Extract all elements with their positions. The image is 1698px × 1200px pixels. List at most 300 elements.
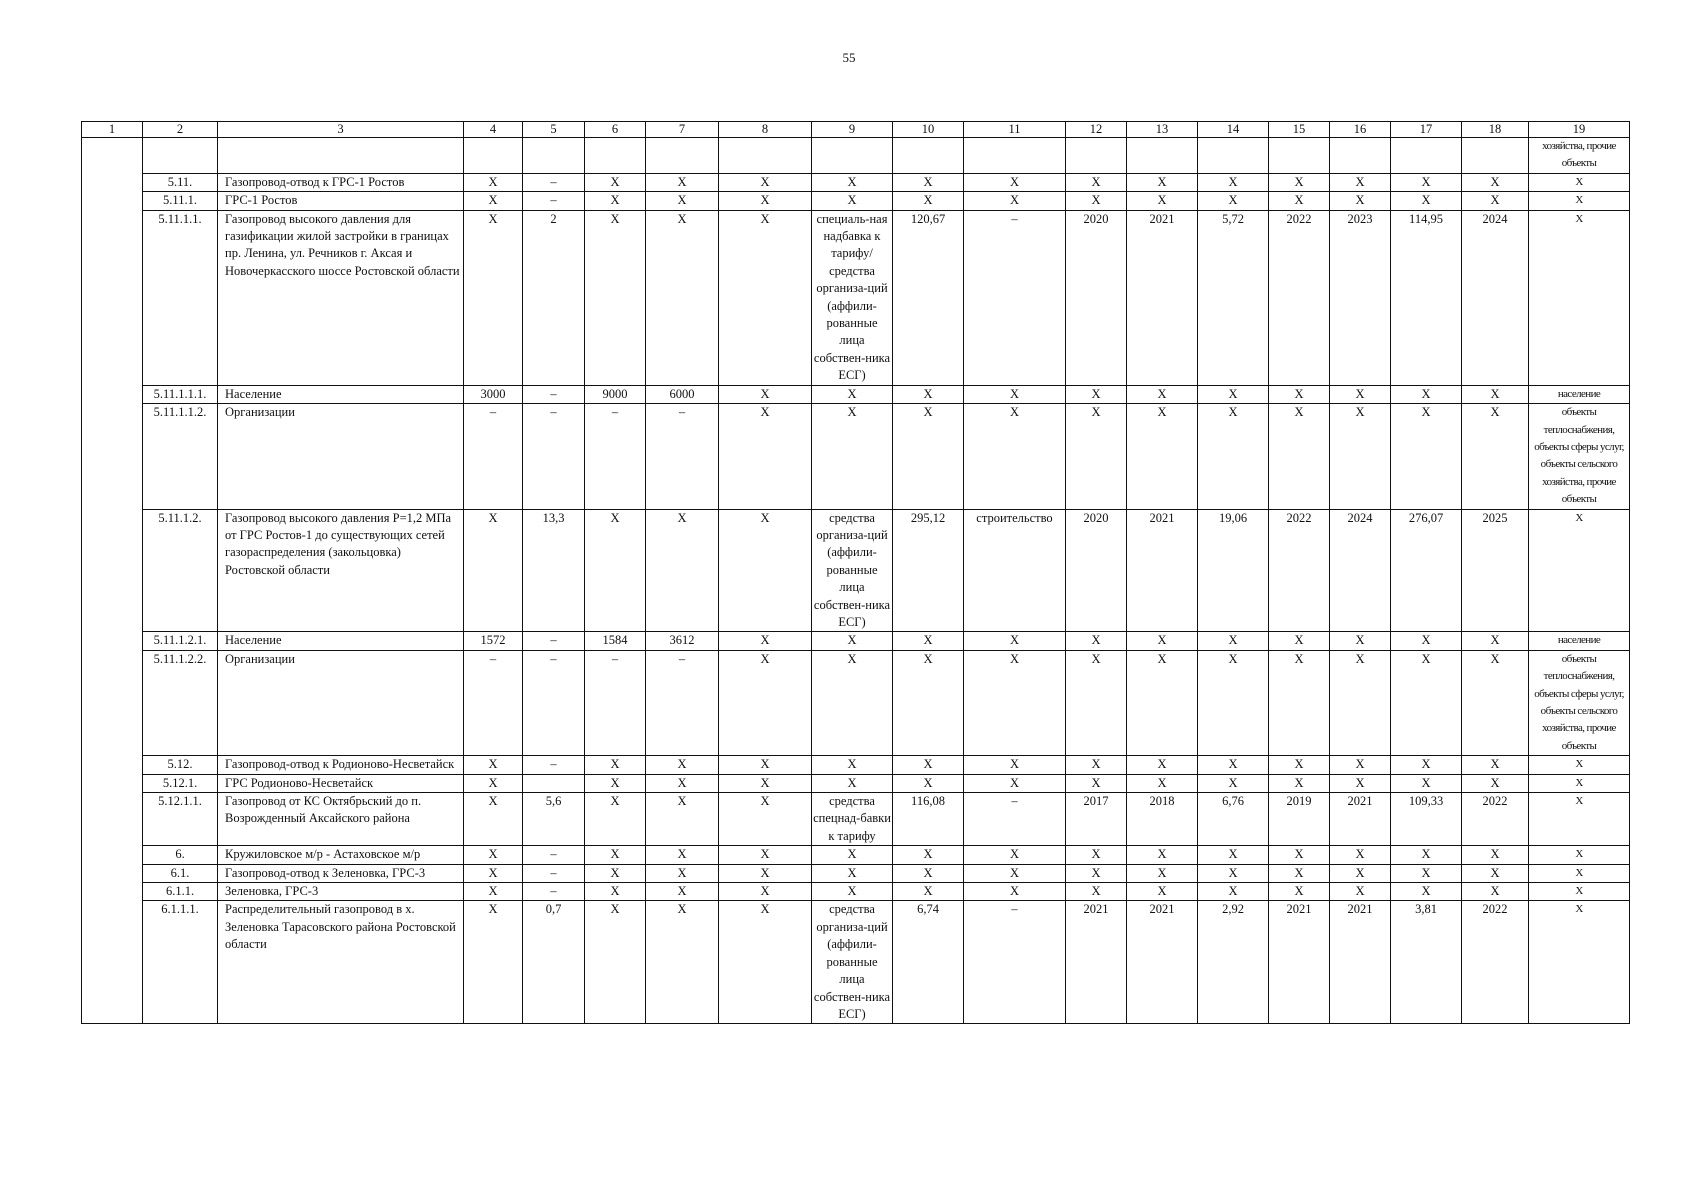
value-cell-c6: – <box>585 650 646 755</box>
value-cell-c8: X <box>719 864 812 882</box>
value-cell-c6: X <box>585 173 646 191</box>
value-cell-c6: X <box>585 774 646 792</box>
value-cell-c12: 2017 <box>1066 793 1127 846</box>
value-cell-c18: X <box>1462 864 1529 882</box>
value-cell-c8: X <box>719 404 812 509</box>
value-cell-c8: X <box>719 509 812 632</box>
table-row <box>82 793 1630 846</box>
column-number-cell: 14 <box>1198 122 1269 138</box>
value-cell-c17: X <box>1391 774 1462 792</box>
value-cell-c17: X <box>1391 404 1462 509</box>
page-number: 55 <box>842 50 856 65</box>
value-cell-c4: X <box>464 883 523 901</box>
value-cell-c10: X <box>893 774 964 792</box>
value-cell-c19: X <box>1529 192 1630 210</box>
column-number-cell: 15 <box>1269 122 1330 138</box>
value-cell-c13: X <box>1127 192 1198 210</box>
value-cell-c8: X <box>719 210 812 385</box>
table-body <box>82 122 1630 1024</box>
value-cell-c14: 5,72 <box>1198 210 1269 385</box>
value-cell-c5: – <box>523 192 585 210</box>
value-cell-c17 <box>1391 138 1462 174</box>
value-cell-c9: X <box>812 846 893 864</box>
value-cell-c15: X <box>1269 846 1330 864</box>
value-cell-c10: X <box>893 650 964 755</box>
value-cell-c4: X <box>464 756 523 774</box>
value-cell-c11: X <box>964 385 1066 403</box>
value-cell-c15: X <box>1269 864 1330 882</box>
value-cell-c14: 2,92 <box>1198 901 1269 1024</box>
value-cell-c16 <box>1330 138 1391 174</box>
object-name-cell: Газопровод-отвод к Родионово-Несветайск <box>218 756 464 774</box>
value-cell-c8: X <box>719 650 812 755</box>
object-name-cell: Население <box>218 632 464 650</box>
value-cell-c12: X <box>1066 650 1127 755</box>
value-cell-c4: X <box>464 509 523 632</box>
item-number-cell: 5.11.1.1.1. <box>143 385 218 403</box>
value-cell-c6: X <box>585 192 646 210</box>
value-cell-c17: 3,81 <box>1391 901 1462 1024</box>
value-cell-c4: X <box>464 210 523 385</box>
value-cell-c6: X <box>585 793 646 846</box>
value-cell-c15: X <box>1269 385 1330 403</box>
value-cell-c8: X <box>719 192 812 210</box>
value-cell-c18: X <box>1462 385 1529 403</box>
value-cell-c4: X <box>464 192 523 210</box>
value-cell-c5: 0,7 <box>523 901 585 1024</box>
value-cell-c12: X <box>1066 192 1127 210</box>
value-cell-c14: X <box>1198 404 1269 509</box>
value-cell-c5: – <box>523 756 585 774</box>
value-cell-c8 <box>719 138 812 174</box>
value-cell-c5: – <box>523 883 585 901</box>
value-cell-c15 <box>1269 138 1330 174</box>
value-cell-c16: X <box>1330 650 1391 755</box>
value-cell-c18: X <box>1462 192 1529 210</box>
value-cell-c11: X <box>964 192 1066 210</box>
value-cell-c7: X <box>646 864 719 882</box>
value-cell-c14: X <box>1198 883 1269 901</box>
value-cell-c7: X <box>646 509 719 632</box>
value-cell-c7: X <box>646 774 719 792</box>
column-number-cell: 11 <box>964 122 1066 138</box>
object-name-cell <box>218 138 464 174</box>
value-cell-c15: X <box>1269 883 1330 901</box>
value-cell-c11: X <box>964 756 1066 774</box>
table-row <box>82 210 1630 385</box>
value-cell-c14: X <box>1198 632 1269 650</box>
value-cell-c7: – <box>646 404 719 509</box>
value-cell-c8: X <box>719 774 812 792</box>
value-cell-c11: X <box>964 650 1066 755</box>
value-cell-c6: X <box>585 210 646 385</box>
value-cell-c9: X <box>812 192 893 210</box>
value-cell-c13: X <box>1127 883 1198 901</box>
object-name-cell: Газопровод от КС Октябрьский до п. Возрожденный Аксайского района <box>218 793 464 846</box>
value-cell-c11: X <box>964 404 1066 509</box>
value-cell-c13 <box>1127 138 1198 174</box>
value-cell-c8: X <box>719 385 812 403</box>
value-cell-c12: X <box>1066 173 1127 191</box>
value-cell-c5: – <box>523 650 585 755</box>
value-cell-c5: 2 <box>523 210 585 385</box>
column-number-cell: 8 <box>719 122 812 138</box>
value-cell-c14: X <box>1198 756 1269 774</box>
value-cell-c15: 2022 <box>1269 210 1330 385</box>
value-cell-c4: X <box>464 864 523 882</box>
value-cell-c6: 9000 <box>585 385 646 403</box>
value-cell-c15: 2019 <box>1269 793 1330 846</box>
table-row <box>82 901 1630 1024</box>
value-cell-c9: X <box>812 632 893 650</box>
value-cell-c7: X <box>646 210 719 385</box>
value-cell-c11: – <box>964 793 1066 846</box>
column-number-cell: 16 <box>1330 122 1391 138</box>
value-cell-c14: X <box>1198 774 1269 792</box>
value-cell-c11: X <box>964 883 1066 901</box>
value-cell-c5 <box>523 774 585 792</box>
value-cell-c18: 2024 <box>1462 210 1529 385</box>
object-name-cell: Кружиловское м/р - Астаховское м/р <box>218 846 464 864</box>
value-cell-c10: X <box>893 632 964 650</box>
value-cell-c12: X <box>1066 385 1127 403</box>
table-row <box>82 756 1630 774</box>
item-number-cell <box>143 138 218 174</box>
value-cell-c7: X <box>646 901 719 1024</box>
value-cell-c8: X <box>719 632 812 650</box>
value-cell-c6: X <box>585 883 646 901</box>
object-name-cell: Газопровод высокого давления для газификации жилой застройки в границах пр. Ленина, ул. Речников г. Аксая и Новочеркасского шоссе Ростовской области <box>218 210 464 385</box>
column-number-row <box>82 122 1630 138</box>
value-cell-c13: 2021 <box>1127 509 1198 632</box>
value-cell-c18: X <box>1462 173 1529 191</box>
item-number-cell: 5.11.1.2.1. <box>143 632 218 650</box>
value-cell-c10: X <box>893 883 964 901</box>
column-number-cell: 17 <box>1391 122 1462 138</box>
value-cell-c6: X <box>585 756 646 774</box>
value-cell-c7: X <box>646 793 719 846</box>
value-cell-c14: X <box>1198 173 1269 191</box>
value-cell-c8: X <box>719 173 812 191</box>
value-cell-c7: – <box>646 650 719 755</box>
value-cell-c16: X <box>1330 883 1391 901</box>
column-number-cell: 13 <box>1127 122 1198 138</box>
value-cell-c19: X <box>1529 756 1630 774</box>
value-cell-c18: X <box>1462 846 1529 864</box>
object-name-cell: Газопровод высокого давления Р=1,2 МПа от ГРС Ростов-1 до существующих сетей газораспределения (закольцовка) Ростовской области <box>218 509 464 632</box>
value-cell-c13: X <box>1127 650 1198 755</box>
column-number-cell: 9 <box>812 122 893 138</box>
table-row <box>82 385 1630 403</box>
value-cell-c16: 2021 <box>1330 793 1391 846</box>
value-cell-c11: – <box>964 210 1066 385</box>
table-row <box>82 883 1630 901</box>
item-number-cell: 5.12. <box>143 756 218 774</box>
value-cell-c10: 120,67 <box>893 210 964 385</box>
value-cell-c4: X <box>464 793 523 846</box>
table-row <box>82 632 1630 650</box>
object-name-cell: Газопровод-отвод к ГРС-1 Ростов <box>218 173 464 191</box>
value-cell-c9 <box>812 138 893 174</box>
value-cell-c6: X <box>585 901 646 1024</box>
value-cell-c16: X <box>1330 756 1391 774</box>
value-cell-c9: средства организа-ций (аффили-рованные лица собствен-ника ЕСГ) <box>812 509 893 632</box>
value-cell-c7: X <box>646 173 719 191</box>
item-number-cell: 6.1.1. <box>143 883 218 901</box>
value-cell-c9: X <box>812 774 893 792</box>
value-cell-c6 <box>585 138 646 174</box>
value-cell-c9: специаль-ная надбавка к тарифу/ средства организа-ций (аффили-рованные лица собствен-ника ЕСГ) <box>812 210 893 385</box>
value-cell-c17: X <box>1391 883 1462 901</box>
column-number-cell: 19 <box>1529 122 1630 138</box>
value-cell-c4: X <box>464 901 523 1024</box>
value-cell-c11: X <box>964 632 1066 650</box>
table-row <box>82 404 1630 509</box>
value-cell-c17: 114,95 <box>1391 210 1462 385</box>
table-row <box>82 138 1630 174</box>
item-number-cell: 5.11.1.1. <box>143 210 218 385</box>
value-cell-c16: X <box>1330 385 1391 403</box>
object-name-cell: Организации <box>218 650 464 755</box>
value-cell-c11: X <box>964 173 1066 191</box>
column-number-cell: 5 <box>523 122 585 138</box>
value-cell-c4: – <box>464 404 523 509</box>
value-cell-c17: X <box>1391 864 1462 882</box>
value-cell-c11: X <box>964 846 1066 864</box>
value-cell-c14: X <box>1198 864 1269 882</box>
value-cell-c13: 2021 <box>1127 901 1198 1024</box>
value-cell-c18: X <box>1462 650 1529 755</box>
value-cell-c6: 1584 <box>585 632 646 650</box>
value-cell-c10: X <box>893 864 964 882</box>
value-cell-c15: 2022 <box>1269 509 1330 632</box>
value-cell-c16: X <box>1330 774 1391 792</box>
value-cell-c11: строительство <box>964 509 1066 632</box>
item-number-cell: 5.11.1.1.2. <box>143 404 218 509</box>
value-cell-c14 <box>1198 138 1269 174</box>
value-cell-c19: X <box>1529 509 1630 632</box>
value-cell-c5: – <box>523 864 585 882</box>
value-cell-c14: X <box>1198 192 1269 210</box>
column-number-cell: 2 <box>143 122 218 138</box>
value-cell-c15: X <box>1269 756 1330 774</box>
value-cell-c16: 2021 <box>1330 901 1391 1024</box>
value-cell-c15: X <box>1269 650 1330 755</box>
value-cell-c10: X <box>893 385 964 403</box>
value-cell-c10: 6,74 <box>893 901 964 1024</box>
value-cell-c10: X <box>893 846 964 864</box>
value-cell-c7: 3612 <box>646 632 719 650</box>
item-number-cell: 5.12.1.1. <box>143 793 218 846</box>
value-cell-c18: 2025 <box>1462 509 1529 632</box>
value-cell-c12: X <box>1066 404 1127 509</box>
item-number-cell: 5.12.1. <box>143 774 218 792</box>
value-cell-c17: X <box>1391 650 1462 755</box>
value-cell-c11: X <box>964 774 1066 792</box>
object-name-cell: ГРС Родионово-Несветайск <box>218 774 464 792</box>
value-cell-c12: 2020 <box>1066 210 1127 385</box>
value-cell-c13: 2021 <box>1127 210 1198 385</box>
value-cell-c11: – <box>964 901 1066 1024</box>
value-cell-c18 <box>1462 138 1529 174</box>
value-cell-c4 <box>464 138 523 174</box>
value-cell-c16: 2024 <box>1330 509 1391 632</box>
item-number-cell: 6.1. <box>143 864 218 882</box>
column-number-cell: 12 <box>1066 122 1127 138</box>
value-cell-c6: X <box>585 864 646 882</box>
column-number-cell: 6 <box>585 122 646 138</box>
table-row <box>82 650 1630 755</box>
value-cell-c5 <box>523 138 585 174</box>
value-cell-c18: X <box>1462 883 1529 901</box>
value-cell-c19: X <box>1529 173 1630 191</box>
table-row <box>82 846 1630 864</box>
value-cell-c19: X <box>1529 774 1630 792</box>
value-cell-c13: X <box>1127 756 1198 774</box>
value-cell-c10: 116,08 <box>893 793 964 846</box>
value-cell-c16: X <box>1330 864 1391 882</box>
value-cell-c10: X <box>893 173 964 191</box>
item-number-cell: 5.11.1. <box>143 192 218 210</box>
value-cell-c13: X <box>1127 632 1198 650</box>
value-cell-c7 <box>646 138 719 174</box>
value-cell-c12: X <box>1066 883 1127 901</box>
object-name-cell: Газопровод-отвод к Зеленовка, ГРС-3 <box>218 864 464 882</box>
column-number-cell: 10 <box>893 122 964 138</box>
value-cell-c18: X <box>1462 404 1529 509</box>
value-cell-c17: X <box>1391 846 1462 864</box>
value-cell-c5: – <box>523 173 585 191</box>
value-cell-c10: X <box>893 404 964 509</box>
value-cell-c18: 2022 <box>1462 793 1529 846</box>
value-cell-c5: – <box>523 632 585 650</box>
value-cell-c4: 1572 <box>464 632 523 650</box>
value-cell-c16: X <box>1330 846 1391 864</box>
value-cell-c18: X <box>1462 774 1529 792</box>
object-name-cell: Организации <box>218 404 464 509</box>
section-number-cell <box>82 138 143 1024</box>
value-cell-c9: средства организа-ций (аффили-рованные лица собствен-ника ЕСГ) <box>812 901 893 1024</box>
value-cell-c15: 2021 <box>1269 901 1330 1024</box>
object-name-cell: ГРС-1 Ростов <box>218 192 464 210</box>
value-cell-c9: X <box>812 404 893 509</box>
value-cell-c12: 2020 <box>1066 509 1127 632</box>
value-cell-c5: – <box>523 846 585 864</box>
value-cell-c4: – <box>464 650 523 755</box>
value-cell-c16: X <box>1330 404 1391 509</box>
value-cell-c5: 13,3 <box>523 509 585 632</box>
value-cell-c16: X <box>1330 192 1391 210</box>
table-row <box>82 173 1630 191</box>
value-cell-c19: объекты теплоснабжения, объекты сферы услуг, объекты сельского хозяйства, прочие объекты <box>1529 404 1630 509</box>
column-number-cell: 18 <box>1462 122 1529 138</box>
value-cell-c13: 2018 <box>1127 793 1198 846</box>
value-cell-c15: X <box>1269 632 1330 650</box>
value-cell-c10: 295,12 <box>893 509 964 632</box>
value-cell-c17: X <box>1391 756 1462 774</box>
value-cell-c5: – <box>523 404 585 509</box>
item-number-cell: 5.11. <box>143 173 218 191</box>
value-cell-c14: X <box>1198 846 1269 864</box>
value-cell-c12: X <box>1066 756 1127 774</box>
value-cell-c5: 5,6 <box>523 793 585 846</box>
value-cell-c8: X <box>719 901 812 1024</box>
value-cell-c14: X <box>1198 650 1269 755</box>
value-cell-c9: X <box>812 385 893 403</box>
value-cell-c8: X <box>719 756 812 774</box>
value-cell-c7: X <box>646 192 719 210</box>
item-number-cell: 5.11.1.2. <box>143 509 218 632</box>
value-cell-c7: 6000 <box>646 385 719 403</box>
value-cell-c15: X <box>1269 404 1330 509</box>
value-cell-c19: X <box>1529 793 1630 846</box>
column-number-cell: 4 <box>464 122 523 138</box>
value-cell-c12: 2021 <box>1066 901 1127 1024</box>
column-number-cell: 7 <box>646 122 719 138</box>
value-cell-c10: X <box>893 192 964 210</box>
value-cell-c16: X <box>1330 632 1391 650</box>
value-cell-c13: X <box>1127 774 1198 792</box>
value-cell-c15: X <box>1269 192 1330 210</box>
value-cell-c12 <box>1066 138 1127 174</box>
value-cell-c13: X <box>1127 173 1198 191</box>
value-cell-c12: X <box>1066 774 1127 792</box>
value-cell-c4: X <box>464 173 523 191</box>
table-row <box>82 864 1630 882</box>
value-cell-c7: X <box>646 846 719 864</box>
value-cell-c18: X <box>1462 632 1529 650</box>
value-cell-c18: X <box>1462 756 1529 774</box>
value-cell-c9: X <box>812 650 893 755</box>
table-row <box>82 192 1630 210</box>
item-number-cell: 6. <box>143 846 218 864</box>
item-number-cell: 5.11.1.2.2. <box>143 650 218 755</box>
column-number-cell: 1 <box>82 122 143 138</box>
value-cell-c8: X <box>719 793 812 846</box>
value-cell-c9: X <box>812 173 893 191</box>
value-cell-c19: население <box>1529 632 1630 650</box>
value-cell-c9: X <box>812 864 893 882</box>
value-cell-c19: X <box>1529 883 1630 901</box>
value-cell-c10: X <box>893 756 964 774</box>
table-row <box>82 509 1630 632</box>
value-cell-c14: 19,06 <box>1198 509 1269 632</box>
value-cell-c6: X <box>585 509 646 632</box>
column-number-cell: 3 <box>218 122 464 138</box>
value-cell-c18: 2022 <box>1462 901 1529 1024</box>
investment-program-table <box>81 121 1630 1024</box>
value-cell-c9: X <box>812 756 893 774</box>
value-cell-c8: X <box>719 846 812 864</box>
value-cell-c13: X <box>1127 385 1198 403</box>
value-cell-c4: X <box>464 846 523 864</box>
value-cell-c17: X <box>1391 173 1462 191</box>
value-cell-c19: объекты теплоснабжения, объекты сферы услуг, объекты сельского хозяйства, прочие объекты <box>1529 650 1630 755</box>
value-cell-c15: X <box>1269 173 1330 191</box>
value-cell-c16: 2023 <box>1330 210 1391 385</box>
value-cell-c19: население <box>1529 385 1630 403</box>
value-cell-c7: X <box>646 756 719 774</box>
table-row <box>82 774 1630 792</box>
value-cell-c16: X <box>1330 173 1391 191</box>
value-cell-c7: X <box>646 883 719 901</box>
value-cell-c13: X <box>1127 864 1198 882</box>
value-cell-c13: X <box>1127 404 1198 509</box>
value-cell-c12: X <box>1066 632 1127 650</box>
value-cell-c9: X <box>812 883 893 901</box>
value-cell-c9: средства спецнад-бавки к тарифу <box>812 793 893 846</box>
value-cell-c19: X <box>1529 901 1630 1024</box>
